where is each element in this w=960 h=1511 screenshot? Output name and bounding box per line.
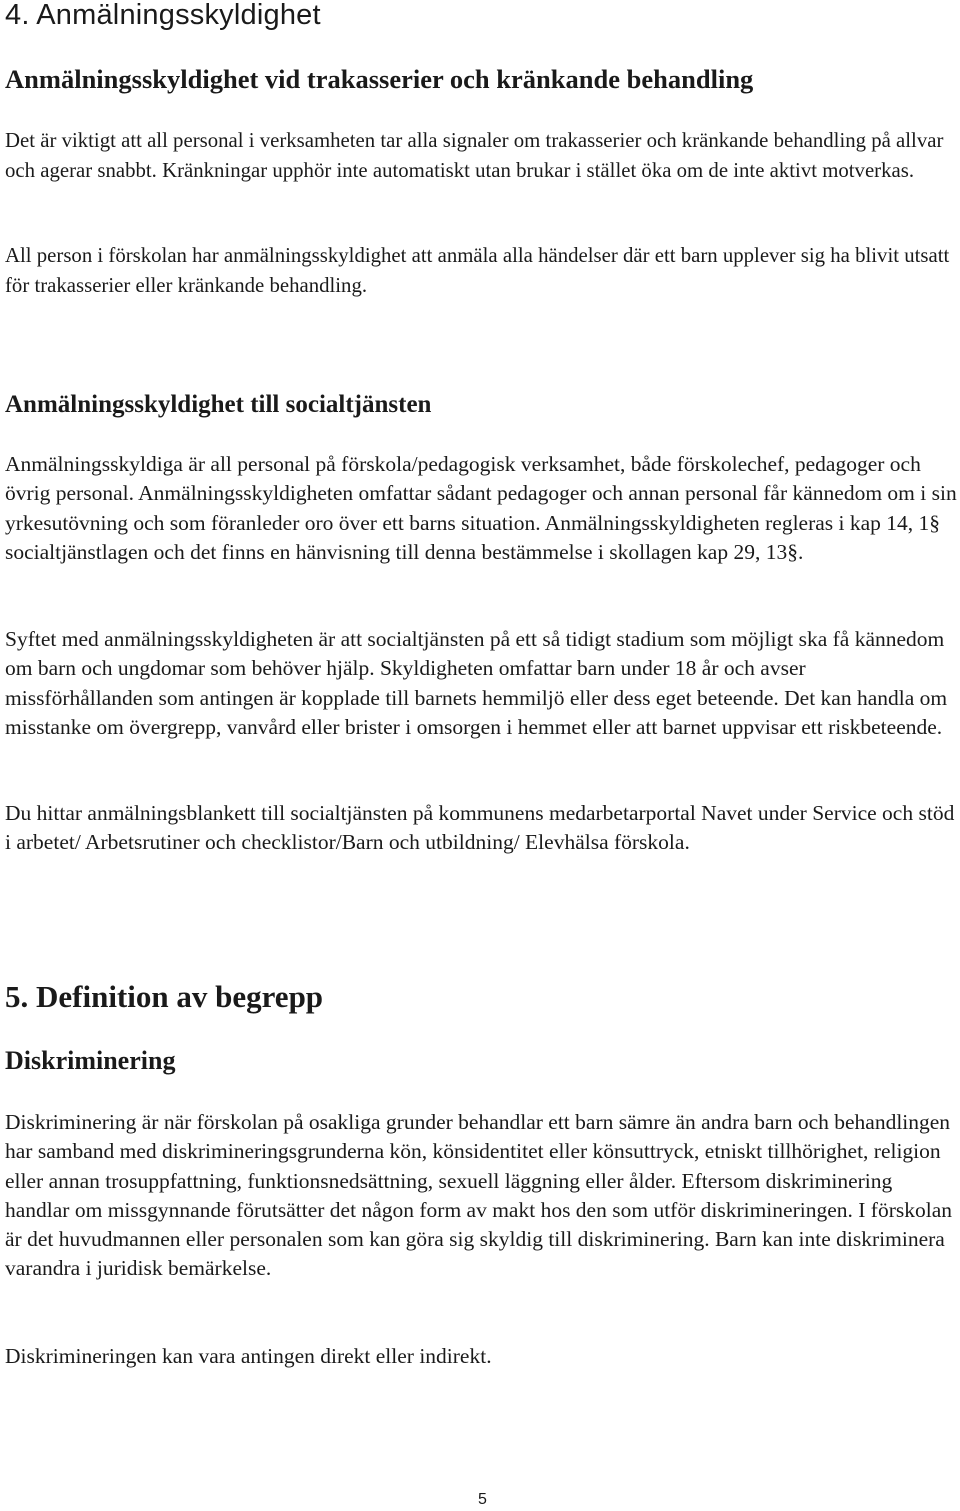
paragraph-purpose-of-reporting: Syftet med anmälningsskyldigheten är att socialtjänsten på ett så tidigt stadium som möjligt ska få kännedom om barn och ungdomar som behöver hjälp. Skyldigheten omfattar barn under 18 år och avser missförhållanden som antingen är kopplade till barnets hemmiljö eller dess eget beteende. Det kan handla om misstanke om övergrepp, vanvård eller brister i omsorgen i hemmet eller att barnet uppvisar ett riskbeteende. [5,627,948,739]
paragraph-discrimination-definition: Diskriminering är när förskolan på osakliga grunder behandlar ett barn sämre än andra barn och behandlingen har samband med diskrimineringsgrunderna kön, könsidentitet eller könsuttryck, etniskt tillhörighet, religion eller annan trosuppfattning, funktionsnedsättning, sexuell läggning eller ålder. Eftersom diskriminering handlar om missgynnande förutsätter det någon form av makt hos den som utför diskrimineringen. I förskolan är det huvudmannen eller personalen som kan göra sig skyldig till diskriminering. Barn kan inte diskriminera varandra i juridisk bemärkelse. [5,1110,952,1281]
paragraph-direct-indirect: Diskrimineringen kan vara antingen direkt eller indirekt. [5,1344,492,1368]
section-5-heading: 5. Definition av begrepp [5,979,324,1014]
subsection-social-services-heading: Anmälningsskyldighet till socialtjänsten [5,391,432,418]
page-number: 5 [478,1491,487,1508]
paragraph-reporting-obligated-staff: Anmälningsskyldiga är all personal på förskola/pedagogisk verksamhet, både förskolechef, pedagoger och övrig personal. Anmälningsskyldigheten omfattar sådant pedagoger och annan personal får kännedom om i sin yrkesutövning och som föranleder oro över ett barns situation. Anmälningsskyldigheten regleras i kap 14, 1§ socialtjänstlagen och det finns en hänvisning till denna bestämmelse i skollagen kap 29, 13§. [5,452,957,564]
section-4-heading: 4. Anmälningsskyldighet [5,0,321,31]
paragraph-report-form-location: Du hittar anmälningsblankett till socialtjänsten på kommunens medarbetarportal Navet under Service och stöd i arbetet/ Arbetsrutiner och checklistor/Barn och utbildning/ Elevhälsa förskola. [5,801,955,855]
subsection-harassment-heading: Anmälningsskyldighet vid trakasserier och kränkande behandling [5,64,754,94]
paragraph-harassment-importance: Det är viktigt att all personal i verksamheten tar alla signaler om trakasserier och kränkande behandling på allvar och agerar snabbt. Kränkningar upphör inte automatiskt utan brukar i stället öka om de inte aktivt motverkas. [5,129,944,182]
subsection-discrimination-heading: Diskriminering [5,1046,176,1075]
paragraph-reporting-duty-preschool: All person i förskolan har anmälningsskyldighet att anmäla alla händelser där ett barn upplever sig ha blivit utsatt för trakasserier eller kränkande behandling. [5,244,950,297]
